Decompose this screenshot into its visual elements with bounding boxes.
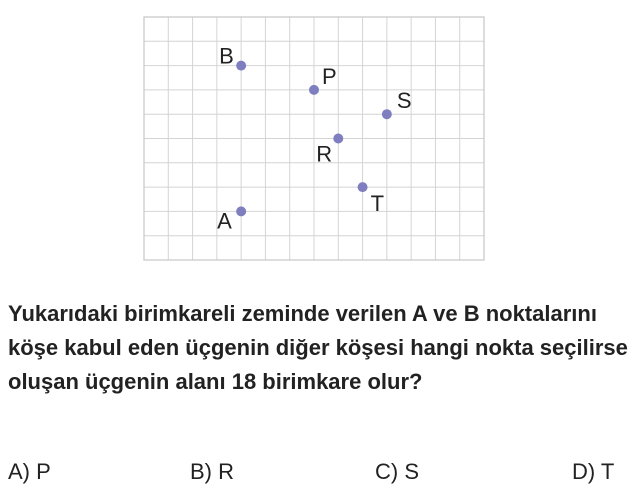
point-label-b: B (219, 43, 234, 69)
point-b (236, 61, 246, 71)
choice-c[interactable]: C) S (375, 459, 419, 484)
point-t (358, 182, 368, 192)
point-r (333, 134, 343, 144)
point-label-p: P (322, 63, 337, 89)
point-a (236, 206, 246, 216)
grid-lines (144, 17, 484, 260)
choice-d[interactable]: D) T (572, 459, 615, 484)
point-p (309, 85, 319, 95)
point-label-s: S (396, 88, 412, 114)
point-label-r: R (316, 141, 333, 167)
point-label-t: T (370, 191, 385, 217)
point-s (382, 109, 392, 119)
question-text: Yukarıdaki birimkareli zeminde verilen A ve B noktalarını köşe kabul eden üçgenin diğer köşesi hangi nokta seçilirse oluşan üçgenin alanı 18 birimkare olur? (8, 301, 628, 394)
choice-b[interactable]: B) R (190, 459, 234, 484)
choice-a[interactable]: A) P (8, 459, 51, 484)
point-label-a: A (217, 208, 232, 234)
